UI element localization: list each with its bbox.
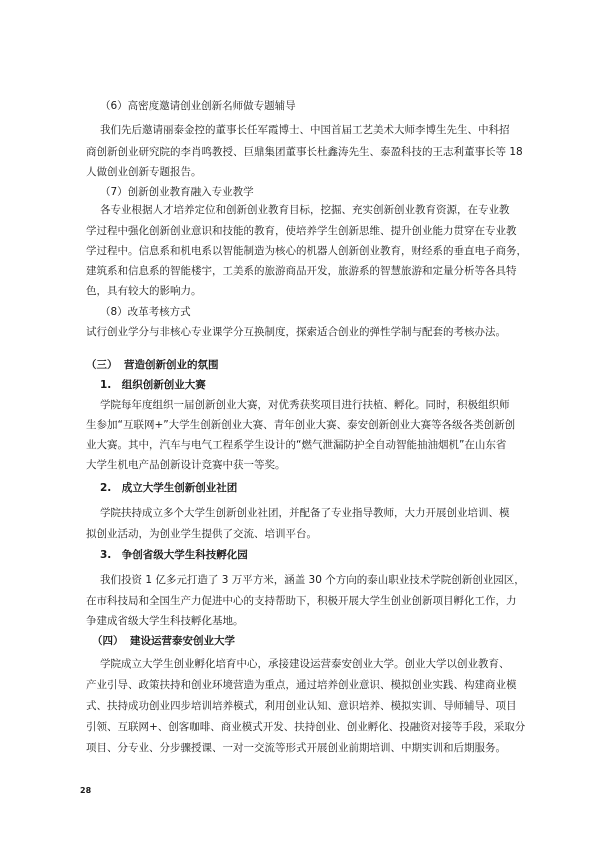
- item-1-line: 生参加“互联网+”大学生创新创业大赛、青年创业大赛、泰安创新创业大赛等各级各类创新创: [86, 419, 516, 431]
- part-4-line: 项目、分专业、分步骤授课、一对一交流等形式开展创业前期培训、中期实训和后期服务。: [86, 742, 506, 754]
- section-8-line: 试行创业学分与非核心专业课学分互换制度，探索适合创业的弹性学制与配套的考核办法。: [86, 326, 506, 338]
- item-3-heading: 3. 争创省级大学生科技孵化园: [100, 549, 248, 561]
- section-7-line: 学过程中强化创新创业意识和技能的教育，使培养学生创新思维、提升创业能力贯穿在专业教: [86, 225, 517, 237]
- item-3-line: 争建成省级大学生科技孵化基地。: [86, 615, 244, 627]
- section-7-line: 建筑系和信息系的智能楼宇，工美系的旅游商品开发，旅游系的智慧旅游和定量分析等各具特: [86, 265, 517, 277]
- section-6-line: 商创新创业研究院的李肖鸣教授、巨鼎集团董事长杜鑫涛先生、泰盈科技的王志利董事长等 18: [86, 146, 523, 158]
- part-3-number: （三）: [86, 359, 118, 371]
- part-4-line: 式、扶持成功创业四步培训培养模式，利用创业认知、意识培养、模拟实训、导师辅导、项目: [86, 700, 517, 712]
- item-2-heading: 2. 成立大学生创新创业社团: [100, 482, 238, 494]
- item-2-line: 拟创业活动，为创业学生提供了交流、培训平台。: [86, 528, 317, 540]
- part-4-line: 引领、互联网+、创客咖啡、商业模式开发、扶持创业、创业孵化、投融资对接等手段，采取分: [86, 721, 526, 733]
- section-6-line: 人做创业创新专题报告。: [86, 166, 202, 178]
- section-7-line: 各专业根据人才培养定位和创新创业教育目标，挖掘、充实创新创业教育资源，在专业教: [100, 204, 510, 216]
- section-7-line: 色，具有较大的影响力。: [86, 285, 202, 297]
- section-7-line: 学过程中。信息系和机电系以智能制造为核心的机器人创新创业教育，财经系的垂直电子商务，: [86, 245, 527, 257]
- item-2-line: 学院扶持成立多个大学生创新创业社团，并配备了专业指导教师，大力开展创业培训、模: [100, 507, 510, 519]
- item-1-line: 业大赛。其中，汽车与电气工程系学生设计的“燃气泄漏防护全自动智能抽油烟机”在山东省: [86, 439, 507, 451]
- part-3-title: 营造创新创业的氛围: [124, 359, 219, 371]
- item-1-line: 学院每年度组织一届创新创业大赛，对优秀获奖项目进行扶植、孵化。同时，积极组织师: [100, 399, 510, 411]
- part-4-line: 学院成立大学生创业孵化培育中心，承接建设运营泰安创业大学。创业大学以创业教育、: [100, 658, 510, 670]
- section-6-heading: （6）高密度邀请创业创新名师做专题辅导: [100, 100, 296, 112]
- page-number: 28: [80, 786, 92, 795]
- part-3-heading: [86, 358, 516, 372]
- section-7-heading: （7）创新创业教育融入专业教学: [100, 186, 254, 198]
- item-1-line: 大学生机电产品创新设计竞赛中获一等奖。: [86, 459, 286, 471]
- part-4-title: 建设运营泰安创业大学: [130, 635, 235, 647]
- item-3-line: 我们投资 1 亿多元打造了 3 万平方米，涵盖 30 个方向的泰山职业技术学院创新创业园区，: [100, 574, 525, 586]
- section-8-heading: （8）改革考核方式: [100, 306, 191, 318]
- part-4-heading: [92, 634, 522, 648]
- part-4-number: （四）: [92, 635, 124, 647]
- item-1-heading: 1. 组织创新创业大赛: [100, 379, 206, 391]
- part-4-line: 产业引导、政策扶持和创业环境营造为重点，通过培养创业意识、模拟创业实践、构建商业模: [86, 679, 517, 691]
- item-3-line: 在市科技局和全国生产力促进中心的支持帮助下，积极开展大学生创业创新项目孵化工作，力: [86, 595, 517, 607]
- section-6-line: 我们先后邀请丽泰金控的董事长任军霞博士、中国首届工艺美术大师李博生先生、中科招: [100, 124, 510, 136]
